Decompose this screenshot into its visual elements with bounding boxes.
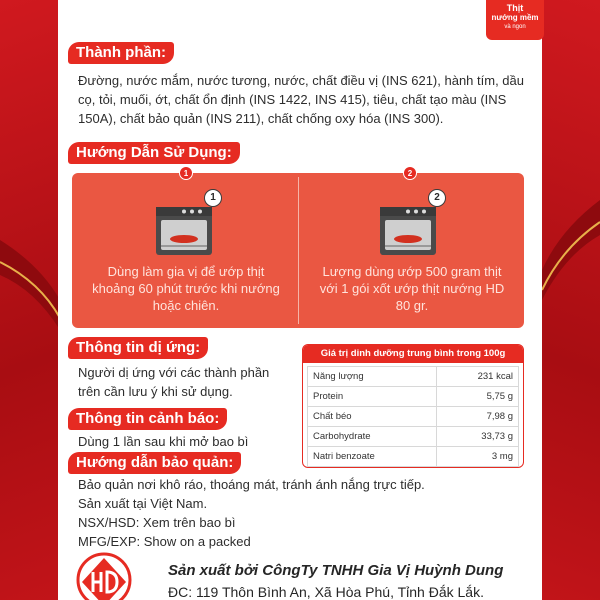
ingredients-line: Đường, nước mắm, nước tương, nước, chất điều vị (INS 621), hành tím, dầu — [78, 73, 524, 88]
nutrition-title: Giá trị dinh dưỡng trung bình trong 100g — [303, 345, 523, 363]
allergy-line: Người dị ứng với các thành phần — [78, 365, 270, 380]
nutrient-name: Chất béo — [308, 407, 437, 427]
storage-heading: Hướng dẫn bảo quản: — [68, 452, 241, 474]
storage-line: MFG/EXP: Show on a packed — [78, 534, 251, 549]
ingredients-text — [78, 71, 528, 128]
step-1-text — [82, 263, 290, 314]
usage-heading: Hướng Dẫn Sử Dụng: — [68, 142, 240, 164]
allergy-line: trên cần lưu ý khi sử dụng. — [78, 384, 233, 399]
badge-line-1: Thịt — [506, 3, 524, 13]
footer-company: Sản xuất bởi CôngTy TNHH Gia Vị Huỳnh Dung — [168, 562, 504, 579]
nutrient-value: 33,73 g — [436, 427, 518, 447]
step-1-line: khoảng 60 phút trước khi nướng — [92, 281, 280, 296]
badge-line-2: nướng mềm — [491, 13, 539, 22]
footer — [58, 548, 542, 600]
allergy-heading: Thông tin dị ứng: — [68, 337, 208, 359]
allergy-text — [78, 363, 288, 401]
nutrient-name: Carbohydrate — [308, 427, 437, 447]
storage-line: NSX/HSD: Xem trên bao bì — [78, 515, 236, 530]
table-row — [308, 447, 519, 467]
nutrient-name: Natri benzoate — [308, 447, 437, 467]
table-row — [308, 407, 519, 427]
nutrient-value: 3 mg — [436, 447, 518, 467]
step-circle-1: 1 — [204, 189, 222, 207]
step-2-text — [306, 263, 518, 314]
ingredients-line: 150A), chất bảo quản (INS 211), chất chống oxy hóa (INS 300). — [78, 111, 444, 126]
nutrition-rows — [307, 366, 519, 467]
usage-panel — [72, 169, 524, 328]
nutrition-table — [302, 344, 524, 468]
storage-text — [78, 475, 498, 551]
step-number-1: 1 — [179, 166, 193, 180]
nutrient-name: Năng lượng — [308, 367, 437, 387]
step-circle-2: 2 — [428, 189, 446, 207]
badge-line-3: và ngon — [504, 24, 526, 30]
oven-icon — [378, 205, 438, 257]
step-2-line: với 1 gói xốt ướp thịt nướng HD — [319, 281, 505, 296]
step-number-2: 2 — [403, 166, 417, 180]
storage-line: Bảo quản nơi khô ráo, thoáng mát, tránh ánh nắng trực tiếp. — [78, 477, 425, 492]
table-row — [308, 427, 519, 447]
table-row — [308, 367, 519, 387]
nutrient-value: 231 kcal — [436, 367, 518, 387]
table-row — [308, 387, 519, 407]
ingredients-heading: Thành phần: — [68, 42, 174, 64]
usage-divider — [298, 177, 299, 324]
footer-address: ĐC: 119 Thôn Bình An, Xã Hòa Phú, Tỉnh Đắk Lắk. — [168, 584, 484, 600]
nutrient-value: 5,75 g — [436, 387, 518, 407]
company-logo-icon — [76, 552, 132, 600]
warning-heading: Thông tin cảnh báo: — [68, 408, 227, 430]
oven-icon — [154, 205, 214, 257]
product-badge — [486, 0, 544, 40]
warning-text: Dùng 1 lần sau khi mở bao bì — [78, 434, 249, 449]
step-2-line: 80 gr. — [395, 298, 429, 313]
step-1-line: hoặc chiên. — [152, 298, 220, 313]
ingredients-line: cọ, tỏi, muối, ớt, chất ổn định (INS 1422, INS 415), tiêu, chất tạo màu (INS — [78, 92, 507, 107]
nutrient-name: Protein — [308, 387, 437, 407]
step-1-line: Dùng làm gia vị để ướp thịt — [107, 264, 265, 279]
nutrient-value: 7,98 g — [436, 407, 518, 427]
storage-line: Sản xuất tại Việt Nam. — [78, 496, 208, 511]
step-2-line: Lượng dùng ướp 500 gram thịt — [322, 264, 502, 279]
